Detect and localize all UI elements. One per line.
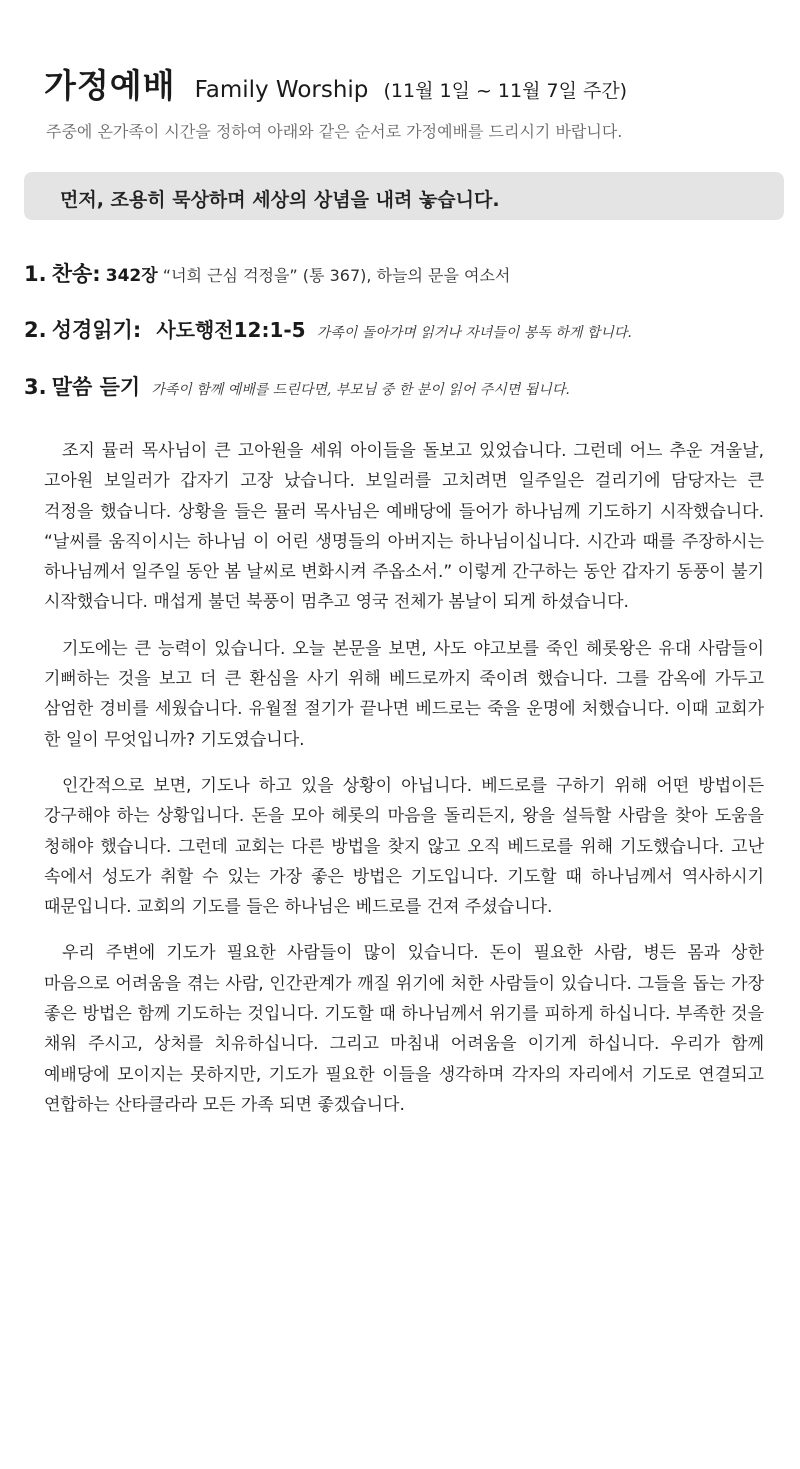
scripture-reference: 사도행전12:1-5 [156,318,306,342]
meditation-banner [24,172,784,220]
hymn-detail: “너희 근심 걱정을” (통 367), 하늘의 문을 여소서 [162,266,511,285]
step-note: 가족이 돌아가며 읽거나 자녀들이 봉독 하게 합니다. [316,325,632,341]
page-header [44,60,627,107]
step-number: 1. [24,262,47,286]
step-label: 말씀 듣기 [51,375,141,399]
hymn-number: 342장 [105,266,158,286]
step-label: 성경읽기: [51,318,142,342]
sermon-paragraph: 조지 뮬러 목사님이 큰 고아원을 세워 아이들을 돌보고 있었습니다. 그런데 어느 추운 겨울날, 고아원 보일러가 갑자기 고장 났습니다. 보일러를 고치려면 일주일은 걸리기에 담당자는 큰 걱정을 했습니다. 상황을 들은 뮬러 목사님은 예배당에 들어가 하나님께 기도하기 시작했습니다. “날씨를 움직이시는 하나님 이 어린 생명들의 아버지는 하나님이십니다. 시간과 때를 주장하시는 하나님께서 일주일 동안 봄 날씨로 변화시켜 주옵소서.” 이렇게 간구하는 동안 갑자기 동풍이 불기 시작했습니다. 매섭게 불던 북풍이 멈추고 영국 전체가 봄날이 되게 하셨습니다. [44,441,764,613]
step-number: 2. [24,318,47,342]
step-note: 가족이 함께 예배를 드린다면, 부모님 중 한 분이 읽어 주시면 됩니다. [151,382,570,398]
order-step-sermon [24,371,570,401]
meditation-banner-text: 먼저, 조용히 묵상하며 세상의 상념을 내려 놓습니다. [60,189,500,211]
date-range: (11월 1일 ~ 11월 7일 주간) [383,80,628,102]
page-title: 가정예배 [44,66,176,105]
page-title-english: Family Worship [194,77,369,103]
page-subtitle: 주중에 온가족이 시간을 정하여 아래와 같은 순서로 가정예배를 드리시기 바랍니다. [46,122,623,141]
step-label: 찬송: [51,262,101,286]
sermon-paragraph: 기도에는 큰 능력이 있습니다. 오늘 본문을 보면, 사도 야고보를 죽인 헤롯왕은 유대 사람들이 기뻐하는 것을 보고 더 큰 환심을 사기 위해 베드로까지 죽이려 했습니다. 그를 감옥에 가두고 삼엄한 경비를 세웠습니다. 유월절 절기가 끝나면 베드로는 죽을 운명에 처했습니다. 이때 교회가 한 일이 무엇입니까? 기도였습니다. [44,638,764,750]
order-step-hymn [24,258,510,288]
order-step-scripture [24,314,632,344]
sermon-paragraph: 우리 주변에 기도가 필요한 사람들이 많이 있습니다. 돈이 필요한 사람, 병든 몸과 상한 마음으로 어려움을 겪는 사람, 인간관계가 깨질 위기에 처한 사람들이 있습니다. 그들을 돕는 가장 좋은 방법은 함께 기도하는 것입니다. 기도할 때 하나님께서 위기를 피하게 하십니다. 부족한 것을 채워 주시고, 상처를 치유하십니다. 그리고 마침내 어려움을 이기게 하십니다. 우리가 함께 예배당에 모이지는 못하지만, 기도가 필요한 이들을 생각하며 각자의 자리에서 기도로 연결되고 연합하는 산타클라라 모든 가족 되면 좋겠습니다. [44,943,764,1115]
step-number: 3. [24,375,47,399]
sermon-paragraph: 인간적으로 보면, 기도나 하고 있을 상황이 아닙니다. 베드로를 구하기 위해 어떤 방법이든 강구해야 하는 상황입니다. 돈을 모아 헤롯의 마음을 돌리든지, 왕을 설득할 사람을 찾아 도움을 청해야 했습니다. 그런데 교회는 다른 방법을 찾지 않고 오직 베드로를 위해 기도했습니다. 고난 속에서 성도가 취할 수 있는 가장 좋은 방법은 기도입니다. 기도할 때 하나님께서 역사하시기 때문입니다. 교회의 기도를 들은 하나님은 베드로를 건져 주셨습니다. [44,775,764,918]
sermon-body [44,436,764,1136]
